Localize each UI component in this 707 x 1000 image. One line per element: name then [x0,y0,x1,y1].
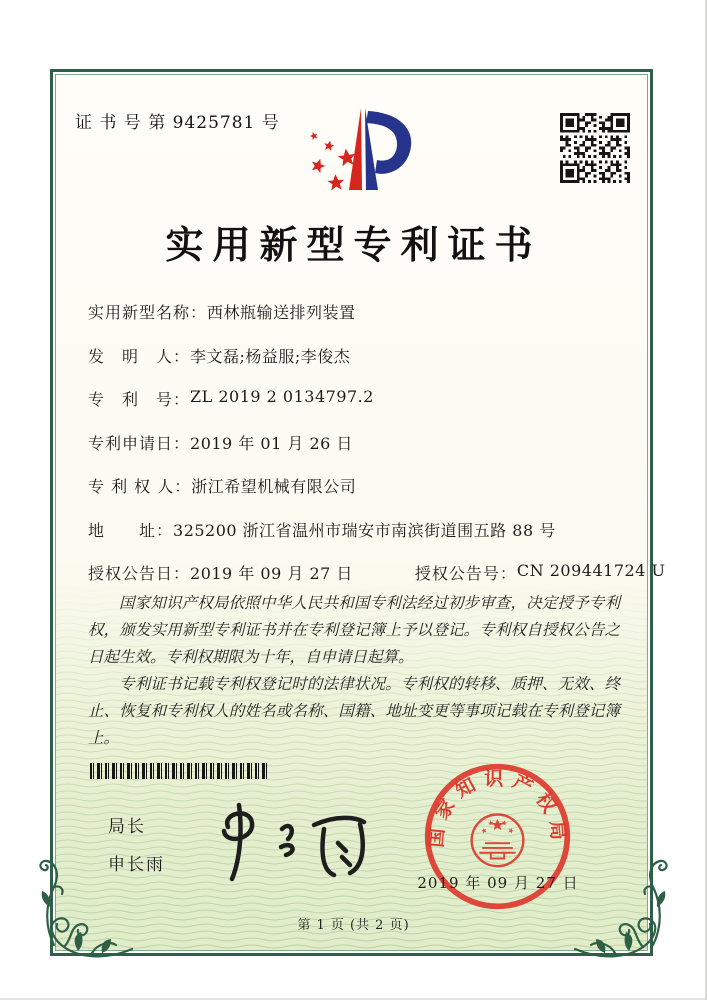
field-address [88,518,628,562]
field-utility-model-name [88,300,628,344]
field-label: 授权公告号： [414,564,517,583]
field-value: 西林瓶输送排列装置 [207,303,356,322]
cnipa-patent-logo-icon [292,98,414,202]
field-list [88,300,666,605]
corner-flourish-icon [570,845,675,963]
certificate-number: 证 书 号 第 9425781 号 [75,113,280,133]
field-value: 2019 年 01 月 26 日 [190,433,353,453]
field-label: 发 明 人： [88,346,191,366]
field-label: 地 址： [88,520,174,540]
field-filing-date [88,431,628,475]
legal-paragraph-2: 专利证书记载专利权登记时的法律状况。专利权的转移、质押、无效、终止、恢复和专利权人的姓名或名称、国籍、地址变更等事项记载在专利登记簿上。 [88,675,620,747]
director-name: 申长雨 [108,855,165,875]
field-label: 专利申请日： [88,433,191,453]
field-value: 浙江希望机械有限公司 [191,477,357,496]
legal-paragraph-1: 国家知识产权局依照中华人民共和国专利法经过初步审查，决定授予专利权，颁发实用新型专利证书并在专利登记簿上予以登记。专利权自授权公告之日起生效。专利权期限为十年，自申请日起算。 [88,594,620,666]
director-signature [198,795,368,885]
svg-text:国家知识产权局 [424,767,571,848]
field-label: 专 利 号： [88,390,191,409]
barcode-icon [90,763,268,779]
field-grant-number [415,561,666,584]
field-patent-number [88,387,628,431]
field-value: 2019 年 09 月 27 日 [190,564,353,583]
corner-flourish-icon [32,845,137,963]
field-patentee [88,474,628,518]
field-value: CN 209441724 U [516,561,666,580]
director-title: 局长 [108,817,146,837]
legal-text [88,590,620,752]
certificate-title: 实用新型专利证书 [165,222,542,267]
qr-code-icon [560,113,630,183]
seal-date: 2019 年 09 月 27 日 [417,874,579,892]
field-label: 实用新型名称： [88,303,208,322]
field-label: 专 利 权 人： [88,477,192,496]
field-inventors [88,344,628,388]
field-label: 授权公告日： [88,564,191,583]
field-value: ZL 2019 2 0134797.2 [190,387,374,406]
field-value: 325200 浙江省温州市瑞安市南滨街道围五路 88 号 [173,520,556,540]
page-indicator: 第 1 页 (共 2 页) [297,918,410,933]
seal-text: 国家知识产权局 [424,767,571,849]
field-value: 李文磊;杨益服;李俊杰 [190,346,351,366]
